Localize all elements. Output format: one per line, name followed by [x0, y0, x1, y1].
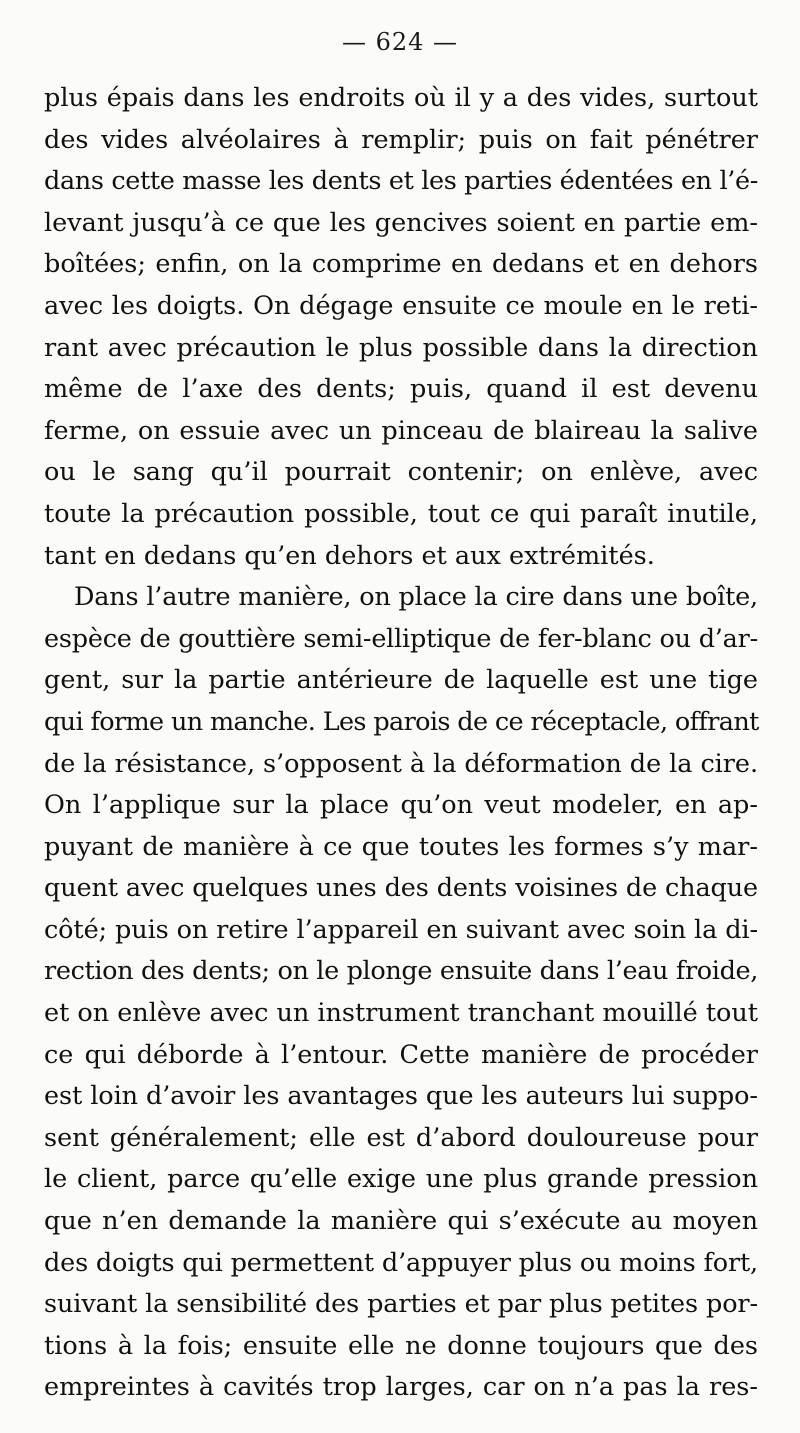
text-line: le client, parce qu’elle exige une plus grande pression	[44, 1164, 758, 1195]
text-line: des vides alvéolaires à remplir; puis on fait pénétrer	[44, 124, 758, 155]
text-line: levant jusqu’à ce que les gencives soient en partie em-	[44, 207, 758, 238]
text-line: que n’en demande la manière qui s’exécute au moyen	[44, 1206, 758, 1237]
text-line: ou le sang qu’il pourrait contenir; on enlève, avec	[44, 457, 758, 488]
text-line: plus épais dans les endroits où il y a des vides, surtout	[44, 83, 758, 113]
text-line: rection des dents; on le plonge ensuite dans l’eau froide,	[44, 956, 759, 987]
text-line: empreintes à cavités trop larges, car on n’a pas la res-	[44, 1372, 758, 1403]
text-line: même de l’axe des dents; puis, quand il est devenu	[44, 374, 758, 405]
text-line: avec les doigts. On dégage ensuite ce moule en le reti-	[44, 290, 758, 321]
text-line: côté; puis on retire l’appareil en suivant avec soin la di-	[44, 914, 758, 945]
text-line: tant en dedans qu’en dehors et aux extrémités.	[44, 540, 655, 571]
text-line: est loin d’avoir les avantages que les auteurs lui suppo-	[44, 1081, 758, 1112]
text-line: suivant la sensibilité des parties et par plus petites por-	[44, 1289, 759, 1320]
text-line: sent généralement; elle est d’abord douloureuse pour	[44, 1122, 758, 1153]
text-line: rant avec précaution le plus possible dans la direction	[44, 332, 758, 363]
text-line: puyant de manière à ce que toutes les formes s’y mar-	[44, 831, 758, 862]
text-line: qui forme un manche. Les parois de ce réceptacle, offrant	[44, 706, 759, 737]
text-line: gent, sur la partie antérieure de laquelle est une tige	[44, 665, 758, 696]
text-line: et on enlève avec un instrument tranchant mouillé tout	[44, 998, 759, 1029]
paragraph-2	[44, 577, 758, 1409]
text-line: ce qui déborde à l’entour. Cette manière de procéder	[44, 1039, 758, 1070]
text-line: quent avec quelques unes des dents voisines de chaque	[44, 873, 758, 904]
text-line: dans cette masse les dents et les parties édentées en l’é-	[44, 166, 758, 197]
text-line: ferme, on essuie avec un pinceau de blaireau la salive	[44, 415, 758, 446]
text-line: toute la précaution possible, tout ce qui paraît inutile,	[44, 498, 758, 529]
body-text	[44, 78, 758, 1409]
page-number: — 624 —	[341, 28, 459, 56]
paragraph-1	[44, 78, 758, 577]
text-line: Dans l’autre manière, on place la cire dans une boîte,	[74, 582, 758, 613]
text-line: boîtées; enfin, on la comprime en dedans et en dehors	[44, 249, 758, 280]
text-line: espèce de gouttière semi-elliptique de fer-blanc ou d’ar-	[44, 623, 759, 654]
text-line: On l’applique sur la place qu’on veut modeler, en ap-	[44, 790, 758, 821]
text-line: de la résistance, s’opposent à la déformation de la cire.	[44, 748, 758, 779]
text-line: tions à la fois; ensuite elle ne donne toujours que des	[44, 1330, 758, 1361]
text-line: des doigts qui permettent d’appuyer plus ou moins fort,	[44, 1247, 758, 1278]
